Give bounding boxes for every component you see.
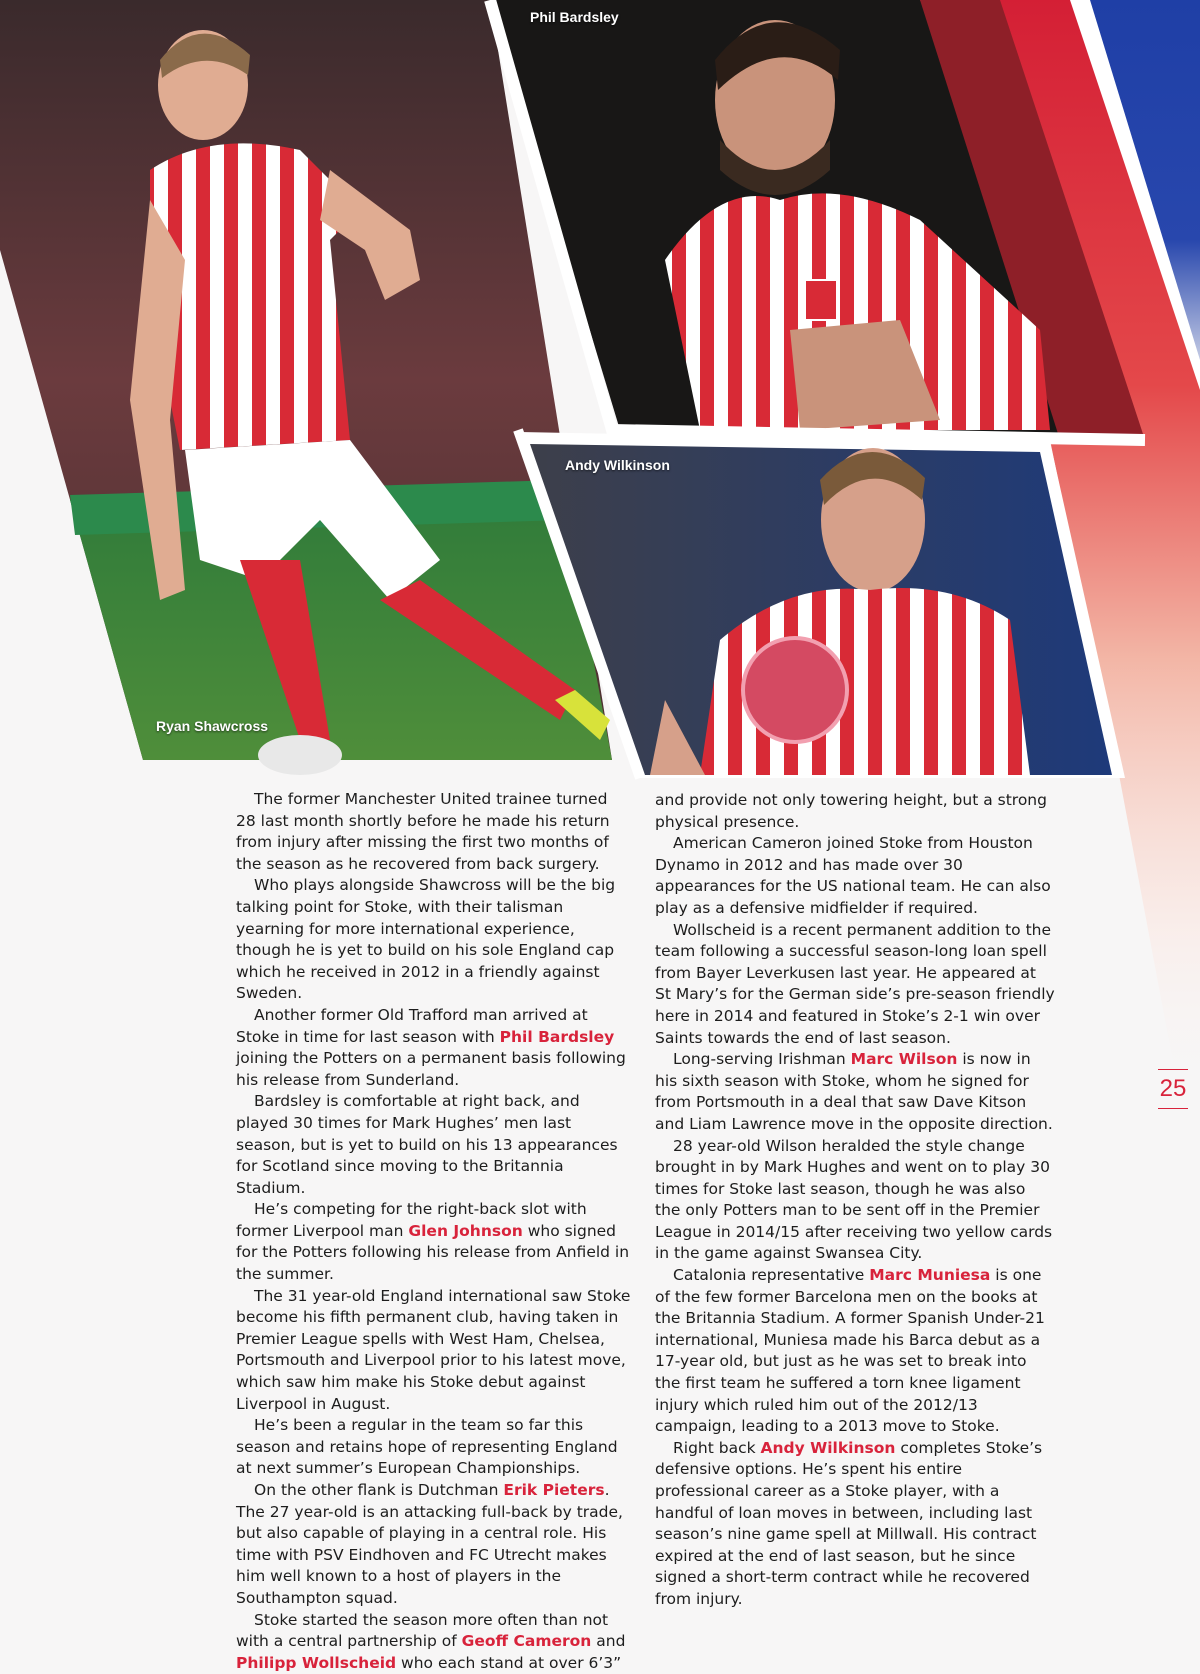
article-right-column (655, 790, 1055, 1611)
article-text: 28 year-old Wilson heralded the style change brought in by Mark Hughes and went on to play 30 times for Stoke last season, though he was also the only Potters man to be sent off in the Premier League in 2014/15 after receiving two yellow cards in the game against Swansea City. (655, 1136, 1053, 1263)
player-photos (0, 0, 1200, 800)
article-paragraph (655, 833, 1055, 919)
article-text: who signed for the Potters following his release from Anfield in the summer. (236, 1221, 630, 1284)
article-text: and provide not only towering height, but a strong physical presence. (655, 791, 1047, 831)
article-text: completes Stoke’s defensive options. He’s spent his entire professional career as a Stoke player, with a handful of loan moves in between, including last season’s nine game spell at Millwall. His contract expired at the end of last season, but he since signed a short-term contract while he recovered from injury. (655, 1438, 1043, 1608)
player-name-highlight: Geoff Cameron (461, 1632, 592, 1651)
article-paragraph (655, 1265, 1055, 1438)
player-name-highlight: Marc Wilson (850, 1050, 958, 1069)
article-text: who each stand at over 6’3” (396, 1653, 622, 1672)
article-text: Catalonia representative (673, 1266, 870, 1285)
article-paragraph (236, 789, 631, 875)
article-paragraph (236, 1415, 631, 1480)
player-name-highlight: Andy Wilkinson (760, 1438, 896, 1457)
article-text: joining the Potters on a permanent basis following his release from Sunderland. (236, 1049, 626, 1089)
article-paragraph (236, 1610, 631, 1674)
article-paragraph (236, 1091, 631, 1199)
player-name-highlight: Marc Muniesa (869, 1266, 991, 1285)
article-text: Right back (673, 1438, 761, 1457)
article-paragraph (236, 1480, 631, 1610)
caption-ryan-shawcross: Ryan Shawcross (156, 718, 269, 734)
article-text: On the other flank is Dutchman (254, 1481, 504, 1499)
player-name-highlight: Philipp Wollscheid (236, 1653, 397, 1672)
player-name-highlight: Erik Pieters (503, 1481, 605, 1499)
article-paragraph (236, 1005, 631, 1091)
article-text: He’s been a regular in the team so far this season and retains hope of representing England at next summer’s European Championships. (236, 1416, 618, 1478)
article-text: Long-serving Irishman (673, 1050, 851, 1069)
article-text: . The 27 year-old is an attacking full-back by trade, but also capable of playing in a central role. His time with PSV Eindhoven and FC Utrecht makes him well known to a host of players in the Southampton squad. (236, 1481, 623, 1607)
article-text: Who plays alongside Shawcross will be the big talking point for Stoke, with their talisman yearning for more international experience, though he is yet to build on his sole England cap which he received in 2012 in a friendly against Sweden. (236, 876, 616, 1003)
article-text: American Cameron joined Stoke from Houston Dynamo in 2012 and has made over 30 appearances for the US national team. He can also play as a defensive midfielder if required. (655, 834, 1051, 917)
article-paragraph (655, 1136, 1055, 1266)
article-text: Another former Old Trafford man arrived at Stoke in time for last season with (236, 1005, 588, 1046)
article-text: He’s competing for the right-back slot with former Liverpool man (236, 1200, 587, 1240)
article-text: The 31 year-old England international saw Stoke become his fifth permanent club, having taken in Premier League spells with West Ham, Chelsea, Portsmouth and Liverpool prior to his latest move, which saw him make his Stoke debut against Liverpool in August. (236, 1286, 631, 1413)
caption-andy-wilkinson: Andy Wilkinson (565, 457, 670, 473)
article-text: The former Manchester United trainee turned 28 last month shortly before he made his return from injury after missing the first two months of the season as he recovered from back surgery. (236, 790, 610, 873)
article-text: Wollscheid is a recent permanent addition to the team following a successful season-long loan spell from Bayer Leverkusen last year. He appeared at St Mary’s for the German side’s pre-season friendly here in 2014 and featured in Stoke’s 2-1 win over Saints towards the end of last season. (655, 920, 1055, 1047)
photo-wilkinson (520, 432, 1125, 778)
caption-phil-bardsley: Phil Bardsley (530, 9, 619, 25)
article-paragraph (236, 1199, 631, 1285)
page-number: 25 (1158, 1069, 1188, 1109)
article-left-column (236, 789, 631, 1674)
photo-bardsley (490, 0, 1145, 440)
article-paragraph (236, 1286, 631, 1416)
player-name-highlight: Phil Bardsley (499, 1027, 615, 1046)
article-paragraph (236, 875, 631, 1005)
article-paragraph (655, 1438, 1055, 1611)
article-paragraph (655, 1049, 1055, 1135)
article-text: is one of the few former Barcelona men on the books at the Britannia Stadium. A former Spanish Under-21 international, Muniesa made his Barca debut as a 17-year old, but just as he was set to break into the first team he suffered a torn knee ligament injury which ruled him out of the 2012/13 campaign, leading to a 2013 move to Stoke. (655, 1266, 1045, 1436)
player-name-highlight: Glen Johnson (408, 1221, 523, 1240)
article-text: is now in his sixth season with Stoke, whom he signed for from Portsmouth in a deal that saw Dave Kitson and Liam Lawrence move in the opposite direction. (655, 1050, 1053, 1133)
article-text: Stoke started the season more often than not with a central partnership of (236, 1610, 609, 1651)
article-paragraph (655, 920, 1055, 1050)
article-paragraph (655, 790, 1055, 833)
article-text: Bardsley is comfortable at right back, and played 30 times for Mark Hughes’ men last season, but is yet to build on his 13 appearances for Scotland since moving to the Britannia Stadium. (236, 1092, 618, 1197)
article-text: and (591, 1632, 626, 1651)
